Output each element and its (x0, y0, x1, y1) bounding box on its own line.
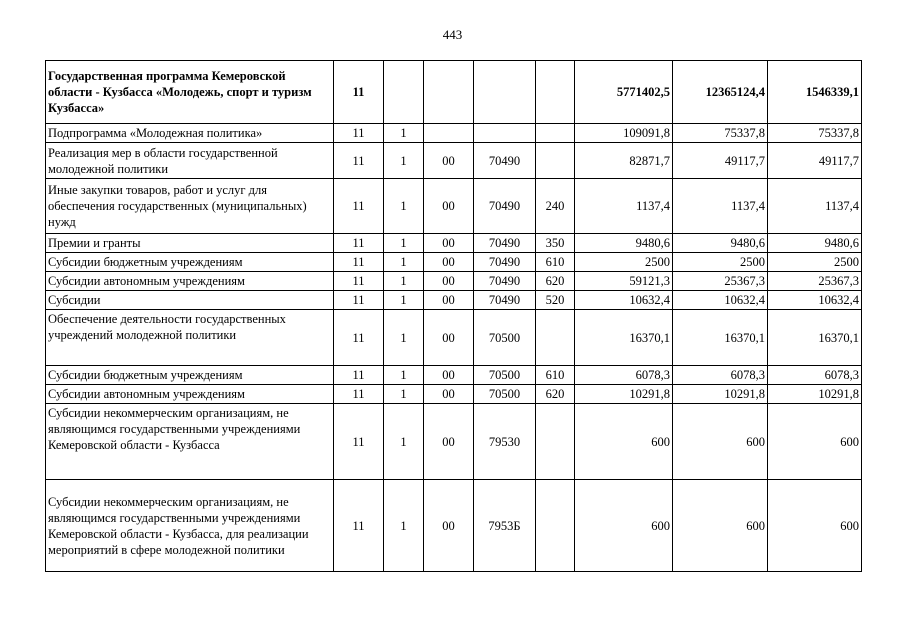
code-group: 00 (424, 179, 474, 234)
amount-2: 10632,4 (673, 291, 768, 310)
page-number: 443 (442, 27, 463, 42)
amount-1: 5771402,5 (575, 61, 673, 124)
code-expense-type (536, 143, 575, 179)
code-section: 11 (334, 272, 384, 291)
item-name: Субсидии некоммерческим организациям, не являющимся государственными учреждениями Кемеровской области - Кузбасса (46, 404, 334, 480)
item-name: Реализация мер в области государственной молодежной политики (46, 143, 334, 179)
amount-2: 600 (673, 480, 768, 572)
code-subprogram: 1 (384, 179, 424, 234)
item-name: Субсидии бюджетным учреждениям (46, 253, 334, 272)
amount-2: 10291,8 (673, 385, 768, 404)
amount-3: 10291,8 (768, 385, 862, 404)
amount-3: 9480,6 (768, 234, 862, 253)
table-row (46, 291, 862, 310)
code-group: 00 (424, 143, 474, 179)
code-section: 11 (334, 404, 384, 480)
code-section: 11 (334, 234, 384, 253)
code-subprogram: 1 (384, 366, 424, 385)
code-direction: 70490 (474, 272, 536, 291)
code-expense-type: 620 (536, 385, 575, 404)
code-subprogram: 1 (384, 385, 424, 404)
amount-2: 1137,4 (673, 179, 768, 234)
amount-2: 25367,3 (673, 272, 768, 291)
amount-3: 25367,3 (768, 272, 862, 291)
amount-1: 600 (575, 480, 673, 572)
code-section: 11 (334, 480, 384, 572)
item-name: Премии и гранты (46, 234, 334, 253)
code-direction: 70490 (474, 143, 536, 179)
amount-2: 12365124,4 (673, 61, 768, 124)
code-direction: 70500 (474, 366, 536, 385)
amount-1: 9480,6 (575, 234, 673, 253)
amount-3: 1137,4 (768, 179, 862, 234)
code-expense-type (536, 480, 575, 572)
table-row (46, 385, 862, 404)
item-name: Субсидии бюджетным учреждениям (46, 366, 334, 385)
code-direction: 79530 (474, 404, 536, 480)
amount-2: 600 (673, 404, 768, 480)
table-row (46, 404, 862, 480)
amount-1: 1137,4 (575, 179, 673, 234)
code-subprogram: 1 (384, 234, 424, 253)
amount-3: 600 (768, 404, 862, 480)
code-section: 11 (334, 253, 384, 272)
amount-2: 49117,7 (673, 143, 768, 179)
code-expense-type (536, 310, 575, 366)
table-row (46, 179, 862, 234)
table-row (46, 272, 862, 291)
amount-3: 2500 (768, 253, 862, 272)
item-name: Обеспечение деятельности государственных учреждений молодежной политики (46, 310, 334, 366)
code-subprogram: 1 (384, 480, 424, 572)
code-direction: 70490 (474, 179, 536, 234)
code-section: 11 (334, 61, 384, 124)
code-direction: 70490 (474, 234, 536, 253)
amount-1: 59121,3 (575, 272, 673, 291)
amount-3: 6078,3 (768, 366, 862, 385)
budget-table (45, 60, 862, 572)
amount-2: 2500 (673, 253, 768, 272)
code-direction: 70490 (474, 291, 536, 310)
table-row (46, 61, 862, 124)
item-name: Государственная программа Кемеровской области - Кузбасса «Молодежь, спорт и туризм Кузбасса» (46, 61, 334, 124)
item-name: Субсидии автономным учреждениям (46, 385, 334, 404)
amount-3: 10632,4 (768, 291, 862, 310)
code-section: 11 (334, 179, 384, 234)
amount-3: 49117,7 (768, 143, 862, 179)
code-section: 11 (334, 143, 384, 179)
amount-3: 16370,1 (768, 310, 862, 366)
code-subprogram: 1 (384, 143, 424, 179)
amount-1: 16370,1 (575, 310, 673, 366)
code-subprogram: 1 (384, 404, 424, 480)
amount-2: 16370,1 (673, 310, 768, 366)
code-expense-type (536, 61, 575, 124)
code-subprogram: 1 (384, 291, 424, 310)
code-subprogram: 1 (384, 272, 424, 291)
code-group: 00 (424, 253, 474, 272)
amount-1: 2500 (575, 253, 673, 272)
code-section: 11 (334, 366, 384, 385)
amount-1: 6078,3 (575, 366, 673, 385)
amount-1: 82871,7 (575, 143, 673, 179)
table-row (46, 253, 862, 272)
code-expense-type: 620 (536, 272, 575, 291)
code-expense-type: 350 (536, 234, 575, 253)
item-name: Субсидии некоммерческим организациям, не являющимся государственными учреждениями Кемеровской области - Кузбасса, для реализации мероприятий в сфере молодежной политики (46, 480, 334, 572)
amount-2: 75337,8 (673, 124, 768, 143)
code-subprogram: 1 (384, 253, 424, 272)
code-direction: 70500 (474, 385, 536, 404)
code-direction: 70500 (474, 310, 536, 366)
item-name: Субсидии (46, 291, 334, 310)
table-row (46, 124, 862, 143)
code-expense-type: 610 (536, 253, 575, 272)
amount-2: 9480,6 (673, 234, 768, 253)
code-group (424, 124, 474, 143)
amount-1: 600 (575, 404, 673, 480)
code-section: 11 (334, 385, 384, 404)
code-expense-type: 240 (536, 179, 575, 234)
code-section: 11 (334, 291, 384, 310)
code-subprogram: 1 (384, 124, 424, 143)
amount-2: 6078,3 (673, 366, 768, 385)
table-row (46, 143, 862, 179)
amount-3: 1546339,1 (768, 61, 862, 124)
code-direction (474, 61, 536, 124)
item-name: Иные закупки товаров, работ и услуг для обеспечения государственных (муниципальных) нужд (46, 179, 334, 234)
amount-1: 10291,8 (575, 385, 673, 404)
item-name: Подпрограмма «Молодежная политика» (46, 124, 334, 143)
code-group: 00 (424, 366, 474, 385)
code-expense-type: 520 (536, 291, 575, 310)
item-name: Субсидии автономным учреждениям (46, 272, 334, 291)
code-group (424, 61, 474, 124)
table-row (46, 234, 862, 253)
code-group: 00 (424, 404, 474, 480)
code-expense-type (536, 404, 575, 480)
code-direction: 7953Б (474, 480, 536, 572)
code-subprogram (384, 61, 424, 124)
code-section: 11 (334, 310, 384, 366)
code-expense-type: 610 (536, 366, 575, 385)
code-group: 00 (424, 480, 474, 572)
table-row (46, 366, 862, 385)
table-row (46, 310, 862, 366)
code-group: 00 (424, 385, 474, 404)
code-group: 00 (424, 310, 474, 366)
code-group: 00 (424, 291, 474, 310)
code-direction (474, 124, 536, 143)
code-group: 00 (424, 234, 474, 253)
code-expense-type (536, 124, 575, 143)
amount-1: 10632,4 (575, 291, 673, 310)
amount-1: 109091,8 (575, 124, 673, 143)
amount-3: 75337,8 (768, 124, 862, 143)
code-direction: 70490 (474, 253, 536, 272)
table-row (46, 480, 862, 572)
amount-3: 600 (768, 480, 862, 572)
code-group: 00 (424, 272, 474, 291)
code-section: 11 (334, 124, 384, 143)
code-subprogram: 1 (384, 310, 424, 366)
